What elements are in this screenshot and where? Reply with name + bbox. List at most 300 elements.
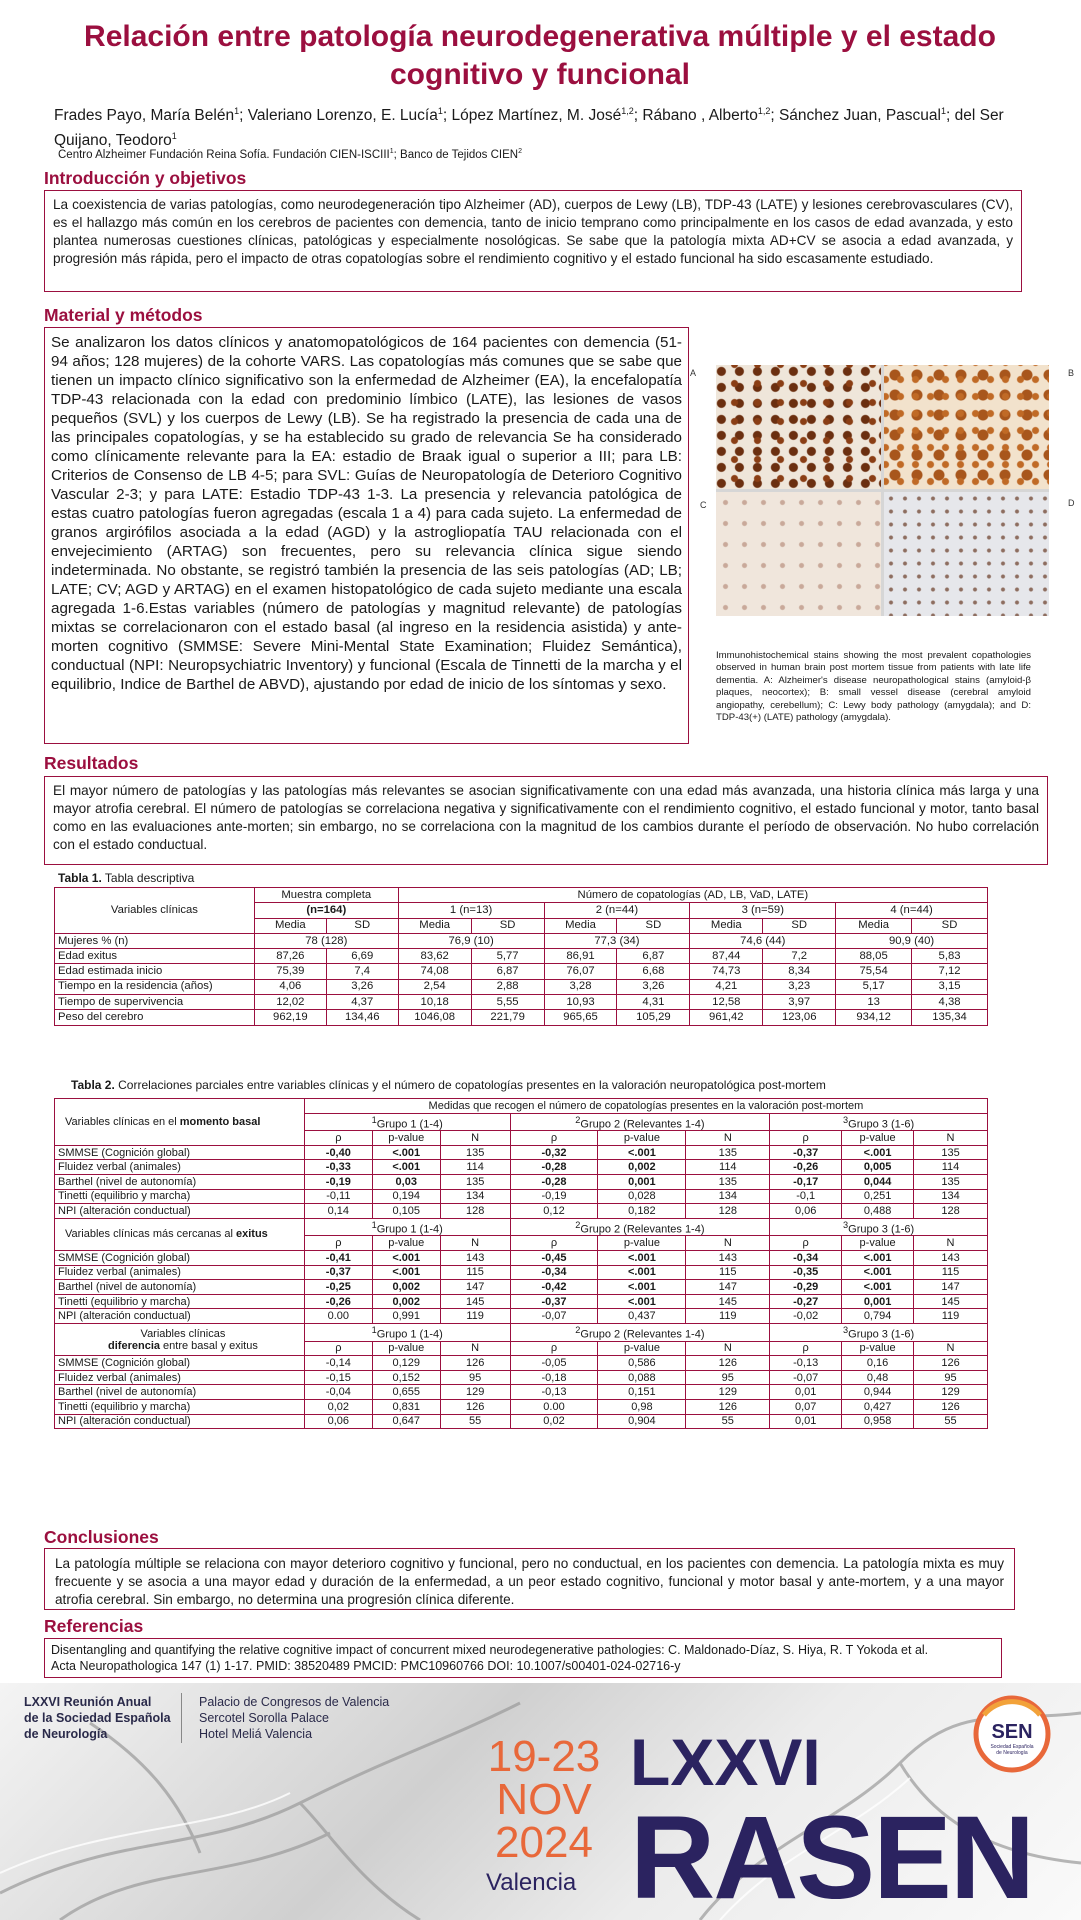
date-days: 19-23 xyxy=(487,1732,601,1781)
table2-cell: 0,586 xyxy=(598,1356,686,1371)
table2-cell: -0,19 xyxy=(304,1175,372,1190)
table1-cell: 75,39 xyxy=(254,964,326,979)
table2-cell: 0,01 xyxy=(770,1414,842,1429)
congress-dates xyxy=(480,1732,608,1867)
block-header-text: Variables clínicas en el xyxy=(65,1115,180,1128)
table2-cell: -0,1 xyxy=(770,1189,842,1204)
table2-column-header: ρ xyxy=(770,1131,842,1146)
methods-text: Se analizaron los datos clínicos y anatomopatológicos de 164 pacientes con demencia (51-94 años; 128 mujeres) de la cohorte VARS. Las copatologías más comunes que se sabe que tienen un impacto clínico significativo son la enfermedad de Alzheimer (EA), la encefalopatía TDP-43 relacionada con la edad con predominio límbico (LATE), las lesiones de vasos pequeños (SVL) y los cuerpos de Lewy (LB). Se ha registrado la presencia de cada una de las principales copatologías, y se ha establecido su grado de relevancia Se ha considerado como clínicamente relevante para la EA: estadio de Braak igual o superior a III; para LB: Criterios de Consenso de LB 4-5; para SVL: Guías de Neuropatología de Deterioro Cognitivo Vascular 2-3; y para LATE: Estadio TDP-43 1-3. La presencia y relevancia patológica de estas cuatro patologías fueron agregadas (escala 1 a 4) para cada sujeto. La enfermedad de granos argirófilos asociada a la edad (AGD) y la astrogliopatía TAU relacionada con el envejecimiento (ARTAG) son frecuentes, pero su relevancia clínica sigue siendo indeterminada. No obstante, se registró también la presencia de las seis patologías (AD; LB; LATE; CV; AGD y ARTAG) en el examen histopatológico de cada sujeto mediante una escala agregada 1-6.Estas variables (número de patologías y magnitud relevante) de patologías mixtas se correlacionaron con el estado basal (al ingreso en la residencia asistida) y ante-morten cognitivo (SMMSE: Severe Mini-Mental State Examination; Fluidez Semántica), conductual (NPI: Neuropsychiatric Inventory) y funcional (Escala de Tinnetti de la marcha y el equilibrio, Indice de Barthel de ABVD), ajustando por edad de inicio de los síntomas y sexo. xyxy=(44,327,689,744)
group-label: Grupo 3 (1-6) xyxy=(848,1118,915,1131)
table1-cell: 105,29 xyxy=(617,1010,690,1025)
table1-row-label: Edad estimada inicio xyxy=(55,964,255,979)
conclusions-text: La patología múltiple se relaciona con mayor deterioro cognitivo y funcional, pero no conductual, en los pacientes con demencia. La patología mixta es muy frecuente y se asocia a una mayor edad y duración de la enfermedad, a un peor estado cognitivo, funcional y motor basal y ante-mortem, y a una mayor atrofia cerebral. Sin embargo, no determina una progresión clínica diferente. xyxy=(44,1548,1015,1610)
table2-cell: -0,40 xyxy=(304,1145,372,1160)
group-sup: 3 xyxy=(843,1219,849,1230)
table2-cell: 126 xyxy=(686,1400,770,1415)
table2-cell: 0,044 xyxy=(842,1175,914,1190)
edition-number: LXXVI xyxy=(630,1725,821,1799)
table2-cell: -0,02 xyxy=(770,1309,842,1324)
author-affiliation-sup: 1,2 xyxy=(757,106,771,116)
table2-cell: <.001 xyxy=(598,1280,686,1295)
sen-logo-text: SEN xyxy=(991,1721,1033,1743)
table2-column-header: ρ xyxy=(304,1341,372,1356)
venue-line: Hotel Meliá Valencia xyxy=(199,1727,313,1741)
table2-cell: 0.00 xyxy=(304,1309,372,1324)
table1-cell: 2,54 xyxy=(398,979,471,994)
table2-group-header xyxy=(510,1218,770,1236)
table2-cell: 126 xyxy=(440,1356,510,1371)
table2-block-header xyxy=(55,1324,305,1356)
table1-col-media: Media xyxy=(398,918,471,933)
table1-row-label: Tiempo de supervivencia xyxy=(55,995,255,1010)
sen-logo-icon xyxy=(966,1693,1058,1775)
table-row xyxy=(55,964,988,979)
conclusions-heading: Conclusiones xyxy=(44,1527,159,1547)
table1-cell: 6,68 xyxy=(617,964,690,979)
table2-cell: -0,25 xyxy=(304,1280,372,1295)
affiliation-2-sup: 2 xyxy=(518,148,523,155)
table1-cell: 5,17 xyxy=(836,979,912,994)
table2-column-header: ρ xyxy=(510,1341,598,1356)
table2-cell: 0,06 xyxy=(770,1204,842,1219)
table2-cell: -0,14 xyxy=(304,1356,372,1371)
table1-cell: 7,2 xyxy=(763,949,836,964)
table2-cell: 0,02 xyxy=(304,1400,372,1415)
group-sup: 3 xyxy=(843,1325,849,1336)
table1-col-media: Media xyxy=(254,918,326,933)
table1-cell: 3,15 xyxy=(912,979,988,994)
table2-column-header: ρ xyxy=(770,1236,842,1251)
table-correlations xyxy=(54,1098,988,1429)
table-row xyxy=(55,979,988,994)
table1-header-total: Muestra completa xyxy=(254,888,398,903)
table2-cell: 115 xyxy=(440,1265,510,1280)
table2-cell: -0,41 xyxy=(304,1251,372,1266)
table-row xyxy=(55,1356,988,1371)
table2-column-header: N xyxy=(686,1341,770,1356)
table2-column-header: p-value xyxy=(842,1341,914,1356)
poster-title: Relación entre patología neurodegenerativa múltiple y el estado cognitivo y funcional xyxy=(84,20,996,91)
references-heading: Referencias xyxy=(44,1616,144,1636)
table2-row-label: Tinetti (equilibrio y marcha) xyxy=(55,1189,305,1204)
table2-row-label: Tinetti (equilibrio y marcha) xyxy=(55,1294,305,1309)
table2-cell: 115 xyxy=(914,1265,988,1280)
table2-cell: 147 xyxy=(440,1280,510,1295)
table2-group-header xyxy=(510,1113,770,1131)
table2-cell: 129 xyxy=(686,1385,770,1400)
table-row xyxy=(55,933,988,948)
table1-cell: 10,93 xyxy=(544,995,617,1010)
table1-cell: 4,38 xyxy=(912,995,988,1010)
table2-cell: 0,001 xyxy=(598,1175,686,1190)
table1-cell: 3,26 xyxy=(617,979,690,994)
table2-cell: 95 xyxy=(914,1370,988,1385)
author-affiliation-sup: 1 xyxy=(437,106,443,116)
table1-row-label: Mujeres % (n) xyxy=(55,933,255,948)
group-label: Grupo 1 (1-4) xyxy=(376,1328,443,1341)
table2-cell: -0,34 xyxy=(510,1265,598,1280)
table2-cell: 0,12 xyxy=(510,1204,598,1219)
table2-cell: <.001 xyxy=(598,1294,686,1309)
table2-cell: 0,002 xyxy=(598,1160,686,1175)
table1-cell: 74,6 (44) xyxy=(690,933,836,948)
table-row xyxy=(55,1294,988,1309)
table2-row-label: Fluidez verbal (animales) xyxy=(55,1265,305,1280)
table2-cell: <.001 xyxy=(842,1251,914,1266)
table2-cell: 126 xyxy=(440,1400,510,1415)
table2-column-header: ρ xyxy=(304,1131,372,1146)
table1-header-groups: Número de copatologías (AD, LB, VaD, LATE) xyxy=(398,888,987,903)
panel-label-a: A xyxy=(690,368,697,378)
table2-cell: 0,194 xyxy=(372,1189,440,1204)
table-row xyxy=(55,949,988,964)
table2-cell: 0,944 xyxy=(842,1385,914,1400)
table1-cell: 74,08 xyxy=(398,964,471,979)
table1-col-sd: SD xyxy=(763,918,836,933)
table1-cell: 76,07 xyxy=(544,964,617,979)
block-header-text: entre basal y exitus xyxy=(160,1339,258,1352)
table1-cell: 6,69 xyxy=(326,949,398,964)
table2-cell: -0,15 xyxy=(304,1370,372,1385)
table2-column-header: N xyxy=(914,1236,988,1251)
histology-figure xyxy=(716,365,1049,616)
table2-cell: 147 xyxy=(914,1280,988,1295)
table2-cell: 135 xyxy=(686,1145,770,1160)
table2-group-header xyxy=(304,1113,510,1131)
table1-cell: 961,42 xyxy=(690,1010,763,1025)
table2-cell: 134 xyxy=(686,1189,770,1204)
table2-caption-bold: Tabla 2. xyxy=(71,1078,115,1092)
table2-cell: 0,427 xyxy=(842,1400,914,1415)
table-row xyxy=(55,1160,988,1175)
table-row xyxy=(55,1145,988,1160)
table-row xyxy=(55,1280,988,1295)
affiliation-1: Centro Alzheimer Fundación Reina Sofía. Fundación CIEN-ISCIII xyxy=(58,148,390,161)
table2-cell: -0,37 xyxy=(770,1145,842,1160)
table-row xyxy=(55,1265,988,1280)
panel-label-d: D xyxy=(1068,498,1075,508)
table2-cell: -0,18 xyxy=(510,1370,598,1385)
table1-cell: 135,34 xyxy=(912,1010,988,1025)
table2-cell: 0,488 xyxy=(842,1204,914,1219)
table1-cell: 4,06 xyxy=(254,979,326,994)
table2-cell: 126 xyxy=(914,1356,988,1371)
table2-cell: 0,437 xyxy=(598,1309,686,1324)
table2-column-header: p-value xyxy=(598,1236,686,1251)
meeting-name xyxy=(24,1694,171,1742)
block-header-bold: momento basal xyxy=(179,1115,261,1128)
table1-cell: 134,46 xyxy=(326,1010,398,1025)
congress-city: Valencia xyxy=(486,1869,577,1896)
table2-row-label: Fluidez verbal (animales) xyxy=(55,1160,305,1175)
table2-column-header: p-value xyxy=(598,1131,686,1146)
group-sup: 1 xyxy=(371,1114,377,1125)
table2-group-header xyxy=(304,1218,510,1236)
table2-row-label: SMMSE (Cognición global) xyxy=(55,1356,305,1371)
table1-cell: 3,23 xyxy=(763,979,836,994)
author-affiliation-sup: 1,2 xyxy=(621,106,634,116)
table2-cell: 145 xyxy=(686,1294,770,1309)
table2-column-header: ρ xyxy=(510,1131,598,1146)
table2-cell: -0,37 xyxy=(510,1294,598,1309)
table2-column-header: ρ xyxy=(304,1236,372,1251)
table2-cell: 143 xyxy=(440,1251,510,1266)
table2-group-header-row xyxy=(55,1324,988,1342)
table2-cell: 134 xyxy=(914,1189,988,1204)
table2-column-header: N xyxy=(440,1236,510,1251)
table1-cell: 965,65 xyxy=(544,1010,617,1025)
venue-line: Palacio de Congresos de Valencia xyxy=(199,1695,390,1709)
table2-cell: 55 xyxy=(914,1414,988,1429)
table2-row-label: SMMSE (Cognición global) xyxy=(55,1251,305,1266)
table1-col-sd: SD xyxy=(326,918,398,933)
table1-cell: 87,26 xyxy=(254,949,326,964)
table2-cell: 0,002 xyxy=(372,1280,440,1295)
table1-group-header: 2 (n=44) xyxy=(544,903,690,918)
table2-cell: 135 xyxy=(914,1145,988,1160)
table2-cell: -0,45 xyxy=(510,1251,598,1266)
table2-cell: 145 xyxy=(440,1294,510,1309)
author-separator: ; xyxy=(442,107,452,125)
author-list xyxy=(54,101,1024,151)
table2-cell: 0,16 xyxy=(842,1356,914,1371)
group-label: Grupo 2 (Relevantes 1-4) xyxy=(580,1118,705,1131)
table2-cell: 129 xyxy=(440,1385,510,1400)
table2-row-label: NPI (alteración conductual) xyxy=(55,1414,305,1429)
table1-col-media: Media xyxy=(836,918,912,933)
table2-cell: <.001 xyxy=(372,1265,440,1280)
table2-cell: -0,05 xyxy=(510,1356,598,1371)
venue-list xyxy=(199,1694,389,1742)
table2-group-header xyxy=(770,1218,988,1236)
table1-col-sd: SD xyxy=(617,918,690,933)
references-box xyxy=(44,1638,1002,1678)
table2-cell: 0,958 xyxy=(842,1414,914,1429)
table2-measures-header: Medidas que recogen el número de copatologías presentes en la valoración post-mortem xyxy=(304,1099,987,1114)
table1-cell: 8,34 xyxy=(763,964,836,979)
table1-row-label: Peso del cerebro xyxy=(55,1010,255,1025)
group-sup: 2 xyxy=(575,1219,581,1230)
table2-cell: 0,01 xyxy=(770,1385,842,1400)
table2-cell: -0,13 xyxy=(510,1385,598,1400)
table1-cell: 6,87 xyxy=(471,964,544,979)
block-header-text: Variables clínicas xyxy=(140,1327,226,1340)
author-name: Rábano , Alberto xyxy=(642,107,758,125)
table1-cell: 3,28 xyxy=(544,979,617,994)
table2-cell: 0,002 xyxy=(372,1294,440,1309)
table2-caption xyxy=(71,1078,826,1092)
affiliation-1-sup: 1 xyxy=(389,148,394,155)
table2-cell: -0,26 xyxy=(770,1160,842,1175)
results-heading: Resultados xyxy=(44,753,139,773)
table2-cell: 0,005 xyxy=(842,1160,914,1175)
table2-cell: -0,28 xyxy=(510,1160,598,1175)
table1-col-media: Media xyxy=(544,918,617,933)
table1-cell: 12,02 xyxy=(254,995,326,1010)
table2-cell: <.001 xyxy=(842,1280,914,1295)
table1-row-label: Edad exitus xyxy=(55,949,255,964)
table1-cell: 2,88 xyxy=(471,979,544,994)
table2-cell: -0,33 xyxy=(304,1160,372,1175)
table1-cell: 74,73 xyxy=(690,964,763,979)
block-header-bold: diferencia xyxy=(108,1339,160,1352)
table2-row-label: SMMSE (Cognición global) xyxy=(55,1145,305,1160)
table1-cell: 76,9 (10) xyxy=(398,933,544,948)
meeting-line: de Neurología xyxy=(24,1727,108,1741)
table1-cell: 4,21 xyxy=(690,979,763,994)
table-row xyxy=(55,1175,988,1190)
table2-column-header: p-value xyxy=(842,1236,914,1251)
table2-cell: -0,13 xyxy=(770,1356,842,1371)
table2-column-header: N xyxy=(440,1131,510,1146)
table2-cell: 0,251 xyxy=(842,1189,914,1204)
table1-cell: 12,58 xyxy=(690,995,763,1010)
table2-column-header: N xyxy=(914,1131,988,1146)
table1-cell: 88,05 xyxy=(836,949,912,964)
table2-cell: 126 xyxy=(686,1356,770,1371)
author-separator: ; xyxy=(239,107,248,125)
table2-cell: 0,151 xyxy=(598,1385,686,1400)
panel-label-b: B xyxy=(1068,368,1075,378)
group-label: Grupo 3 (1-6) xyxy=(848,1223,915,1236)
table1-cell: 75,54 xyxy=(836,964,912,979)
table1-group-header: 4 (n=44) xyxy=(836,903,988,918)
table-row xyxy=(55,1385,988,1400)
table2-cell: 115 xyxy=(686,1265,770,1280)
group-label: Grupo 3 (1-6) xyxy=(848,1328,915,1341)
table-row xyxy=(55,1189,988,1204)
table1-caption xyxy=(58,871,194,885)
table2-cell: -0,37 xyxy=(304,1265,372,1280)
table2-column-header: p-value xyxy=(372,1236,440,1251)
author-name: Valeriano Lorenzo, E. Lucía xyxy=(247,107,438,125)
table2-row-label: Tinetti (equilibrio y marcha) xyxy=(55,1400,305,1415)
table1-col-media: Media xyxy=(690,918,763,933)
table2-cell: -0,34 xyxy=(770,1251,842,1266)
group-sup: 2 xyxy=(575,1325,581,1336)
table-row xyxy=(55,1010,988,1025)
table1-header-total-n: (n=164) xyxy=(254,903,398,918)
table-row xyxy=(55,1370,988,1385)
table2-cell: 0,794 xyxy=(842,1309,914,1324)
table2-column-header: ρ xyxy=(510,1236,598,1251)
table1-cell: 77,3 (34) xyxy=(544,933,690,948)
table2-cell: 0,655 xyxy=(372,1385,440,1400)
table2-cell: 145 xyxy=(914,1294,988,1309)
table2-cell: 119 xyxy=(686,1309,770,1324)
table2-cell: -0,42 xyxy=(510,1280,598,1295)
table1-col-sd: SD xyxy=(912,918,988,933)
table2-cell: 129 xyxy=(914,1385,988,1400)
meeting-line: de la Sociedad Española xyxy=(24,1711,171,1725)
table2-row-label: Fluidez verbal (animales) xyxy=(55,1370,305,1385)
author-name: del Ser Quijano, Teodoro xyxy=(54,107,1004,150)
table2-cell: 114 xyxy=(686,1160,770,1175)
table2-column-header: p-value xyxy=(372,1131,440,1146)
table2-cell: 0,647 xyxy=(372,1414,440,1429)
table2-cell: -0,17 xyxy=(770,1175,842,1190)
table2-column-header: N xyxy=(914,1341,988,1356)
author-separator: ; xyxy=(945,107,955,125)
sen-logo-subtitle: Sociedad Española xyxy=(990,1744,1034,1750)
table2-cell: -0,27 xyxy=(770,1294,842,1309)
table1-cell: 83,62 xyxy=(398,949,471,964)
date-year: 2024 xyxy=(495,1818,593,1867)
table2-cell: <.001 xyxy=(842,1145,914,1160)
author-name: Frades Payo, María Belén xyxy=(54,107,235,125)
sen-logo-subtitle: de Neurología xyxy=(996,1750,1028,1756)
table1-cell: 4,31 xyxy=(617,995,690,1010)
table2-cell: 135 xyxy=(440,1145,510,1160)
table2-cell: -0,04 xyxy=(304,1385,372,1400)
table2-cell: -0,28 xyxy=(510,1175,598,1190)
table1-header-variables: Variables clínicas xyxy=(55,888,255,934)
table2-cell: 0,02 xyxy=(510,1414,598,1429)
table2-cell: 119 xyxy=(914,1309,988,1324)
table1-cell: 123,06 xyxy=(763,1010,836,1025)
table2-caption-text: Correlaciones parciales entre variables clínicas y el número de copatologías presentes en la valoración neuropatológica post-mortem xyxy=(114,1078,826,1092)
table-row xyxy=(55,1204,988,1219)
block-header-bold: exitus xyxy=(235,1228,268,1241)
table2-cell: 128 xyxy=(914,1204,988,1219)
table2-cell: 128 xyxy=(686,1204,770,1219)
table2-cell: 0,14 xyxy=(304,1204,372,1219)
table2-cell: 0,03 xyxy=(372,1175,440,1190)
group-label: Grupo 1 (1-4) xyxy=(376,1223,443,1236)
table2-group-header xyxy=(770,1324,988,1342)
table2-cell: 0,48 xyxy=(842,1370,914,1385)
results-text: El mayor número de patologías y las patologías más relevantes se asocian significativamente con una edad más avanzada, una historia clínica más larga y una mayor atrofia cerebral. El número de patologías se correlaciona negativa y significativamente con el rendimiento cognitivo, el estado funcional y motor, tanto basal como en las evaluaciones ante-morten; sin embargo, no se correlaciona con la magnitud de los cambios durante el período de observación. No hubo correlación con el estado conductual. xyxy=(44,776,1048,865)
congress-banner xyxy=(0,1683,1081,1920)
table2-cell: 0,088 xyxy=(598,1370,686,1385)
intro-heading: Introducción y objetivos xyxy=(44,168,247,188)
table1-cell: 7,4 xyxy=(326,964,398,979)
table2-cell: 95 xyxy=(686,1370,770,1385)
table2-group-header xyxy=(304,1324,510,1342)
table2-cell: 135 xyxy=(686,1175,770,1190)
table2-cell: 114 xyxy=(914,1160,988,1175)
table1-cell: 5,83 xyxy=(912,949,988,964)
author-affiliation-sup: 1 xyxy=(234,106,240,116)
table2-cell: <.001 xyxy=(598,1145,686,1160)
table2-cell: 0,831 xyxy=(372,1400,440,1415)
table1-cell: 87,44 xyxy=(690,949,763,964)
table1-cell: 3,97 xyxy=(763,995,836,1010)
reference-line-2: Acta Neuropathologica 147 (1) 1-17. PMID: 38520489 PMCID: PMC10960766 DOI: 10.1007/s00401-024-02716-y xyxy=(51,1659,681,1673)
table1-cell: 86,91 xyxy=(544,949,617,964)
table2-cell: 55 xyxy=(686,1414,770,1429)
table2-cell: 0,991 xyxy=(372,1309,440,1324)
table2-cell: -0,35 xyxy=(770,1265,842,1280)
table2-cell: 135 xyxy=(914,1175,988,1190)
date-month: NOV xyxy=(496,1775,592,1824)
table1-cell: 221,79 xyxy=(471,1010,544,1025)
table1-caption-bold: Tabla 1. xyxy=(58,871,102,885)
table2-cell: <.001 xyxy=(598,1251,686,1266)
reference-line-1: Disentangling and quantifying the relative cognitive impact of concurrent mixed neurodegenerative pathologies: C. Maldonado-Díaz, S. Hiya, R. T Yokoda et al. xyxy=(51,1643,929,1657)
intro-text: La coexistencia de varias patologías, como neurodegeneración tipo Alzheimer (AD), cuerpos de Lewy (LB), TDP-43 (LATE) y lesiones cerebrovasculares (CV), es el hallazgo más común en los cerebros de pacientes con demencia, tanto de inicio temprano como principalmente en los casos de edad avanzada, y esto plantea numerosas cuestiones clínicas, patológicas y especialmente nosológicas. Se sabe que la patología mixta AD+CV se asocia a edad avanzada, y progresión más rápida, pero el impacto de otras copatologías sobre el rendimiento cognitivo y el estado funcional ha sido escasamente estudiado. xyxy=(44,190,1022,292)
table1-cell: 5,55 xyxy=(471,995,544,1010)
table2-cell: 0,001 xyxy=(842,1294,914,1309)
table2-row-label: Barthel (nivel de autonomía) xyxy=(55,1280,305,1295)
group-label: Grupo 2 (Relevantes 1-4) xyxy=(580,1223,705,1236)
table2-cell: 0.00 xyxy=(510,1400,598,1415)
table2-row-label: NPI (alteración conductual) xyxy=(55,1204,305,1219)
table2-cell: <.001 xyxy=(842,1265,914,1280)
table1-cell: 5,77 xyxy=(471,949,544,964)
affiliation-2: ; Banco de Tejidos CIEN xyxy=(393,148,519,161)
table2-column-header: N xyxy=(440,1341,510,1356)
